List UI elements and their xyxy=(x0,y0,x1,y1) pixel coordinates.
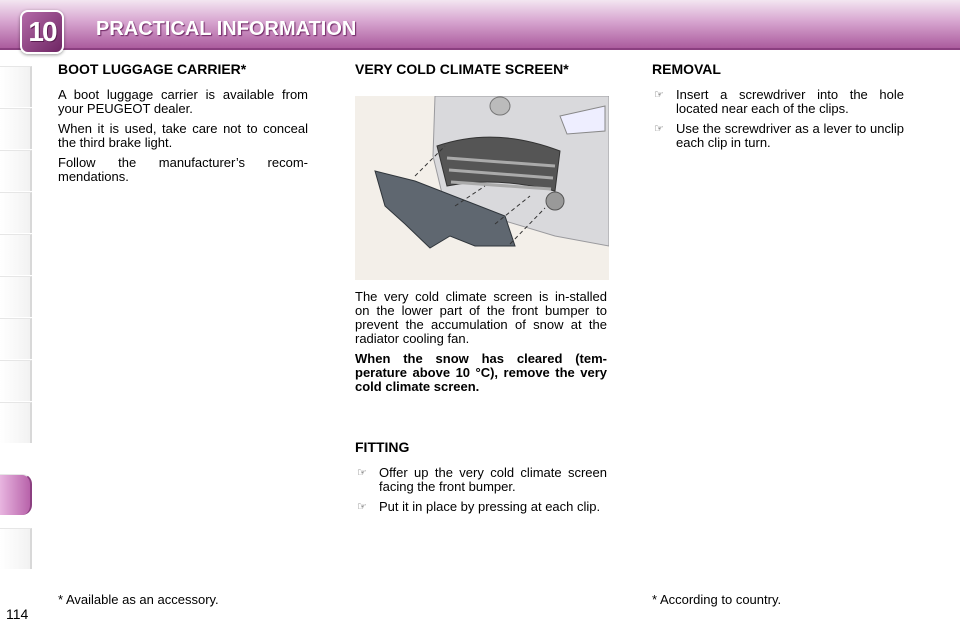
chapter-number-badge xyxy=(20,10,64,54)
removal-step xyxy=(652,88,904,116)
pointing-hand-icon: ☞ xyxy=(654,89,664,101)
pointing-hand-icon: ☞ xyxy=(357,467,367,479)
header-divider xyxy=(0,48,960,50)
chapter-tab[interactable] xyxy=(0,360,32,401)
section-title: REMOVAL xyxy=(652,61,721,77)
footnote-accessory: * Available as an accessory. xyxy=(58,592,219,607)
fitting-step-text: Put it in place by pressing at each clip. xyxy=(379,499,601,514)
removal-step-text: Use the screwdriver as a lever to unclip each clip in turn. xyxy=(676,121,904,150)
chapter-number: 10 xyxy=(28,16,56,47)
fitting-step xyxy=(355,500,607,514)
paragraph: The very cold climate screen is in-stalled on the lower part of the front bumper to prevent the accumulation of snow at the radiator cooling fan. xyxy=(355,289,607,346)
chapter-tab[interactable] xyxy=(0,276,32,317)
paragraph: When it is used, take care not to conceal the third brake light. xyxy=(58,121,308,150)
pointing-hand-icon: ☞ xyxy=(654,123,664,135)
chapter-tab[interactable] xyxy=(0,108,32,149)
chapter-tabs xyxy=(0,66,34,576)
footnote-country: * According to country. xyxy=(652,592,782,607)
paragraph: Follow the manufacturer’s recom-mendations. xyxy=(58,155,308,184)
boot-luggage-carrier-section xyxy=(58,60,308,190)
chapter-tab[interactable] xyxy=(0,528,32,569)
chapter-tab[interactable] xyxy=(0,402,32,443)
pointing-hand-icon: ☞ xyxy=(357,501,367,513)
section-title: BOOT LUGGAGE CARRIER* xyxy=(58,61,247,77)
very-cold-climate-screen-section xyxy=(355,60,607,520)
chapter-tab[interactable] xyxy=(0,192,32,233)
car-front-bumper-screen-illustration xyxy=(355,96,609,280)
removal-section xyxy=(652,60,904,156)
page-number: 114 xyxy=(6,606,29,622)
section-title: VERY COLD CLIMATE SCREEN* xyxy=(355,61,569,77)
chapter-tab-active[interactable] xyxy=(0,474,32,515)
paragraph: A boot luggage carrier is available from your PEUGEOT dealer. xyxy=(58,87,308,116)
chapter-tab[interactable] xyxy=(0,318,32,359)
removal-step xyxy=(652,122,904,150)
fitting-title: FITTING xyxy=(355,439,410,455)
chapter-tab[interactable] xyxy=(0,66,32,107)
fitting-step-text: Offer up the very cold climate screen facing the front bumper. xyxy=(379,465,607,494)
chapter-tab[interactable] xyxy=(0,234,32,275)
chapter-title: PRACTICAL INFORMATION xyxy=(96,18,357,40)
car-front-illustration-svg xyxy=(355,96,609,280)
warning-paragraph: When the snow has cleared (tem-perature above 10 °C), remove the very cold climate screen. xyxy=(355,351,607,394)
removal-step-text: Insert a screwdriver into the hole located near each of the clips. xyxy=(676,87,904,116)
chapter-tab[interactable] xyxy=(0,150,32,191)
fitting-step xyxy=(355,466,607,494)
